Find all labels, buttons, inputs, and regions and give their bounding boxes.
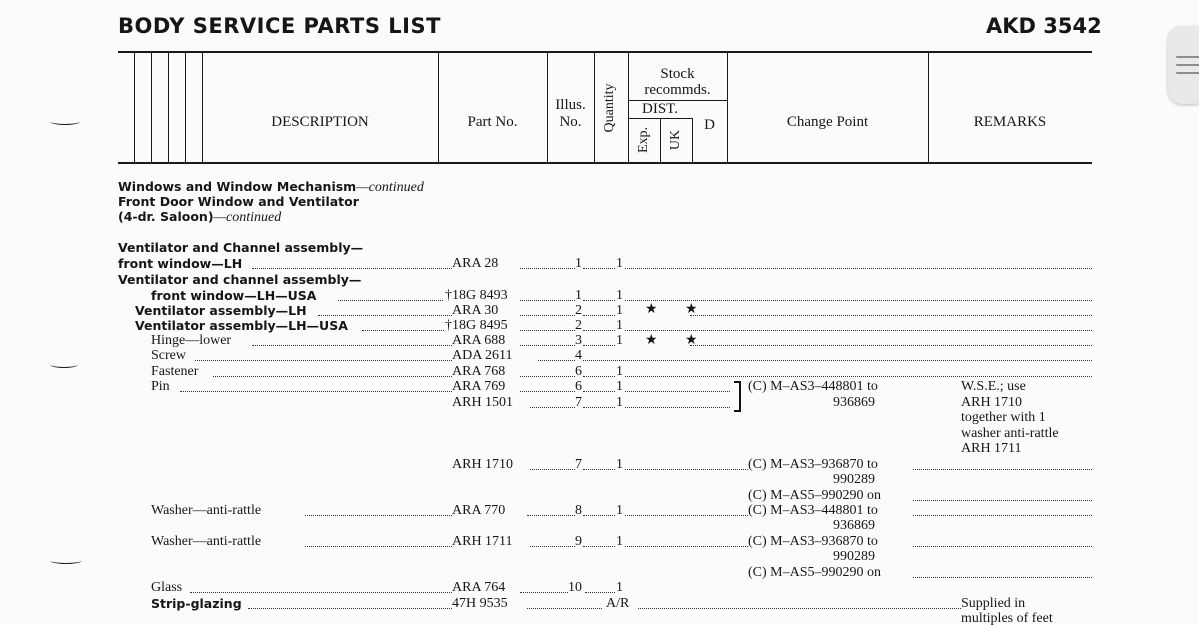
leader-dots: [520, 391, 575, 392]
leader-dots: [252, 345, 452, 346]
sub-heading-model: (4-dr. Saloon)—continued: [118, 209, 282, 225]
grip-line-icon: [1176, 72, 1199, 74]
header-bottom-rule: [118, 162, 1092, 164]
leader-dots: [583, 268, 615, 269]
part-number: ARH 1501: [452, 395, 514, 410]
grip-line-icon: [1176, 56, 1199, 58]
change-point: (C) M–AS3–448801 to: [748, 379, 878, 394]
leader-dots: [305, 546, 452, 547]
leader-dots: [530, 407, 575, 408]
column-rule: [202, 52, 203, 162]
leader-dots: [530, 469, 575, 470]
quantity: 1: [616, 395, 623, 410]
leader-dots: [583, 376, 615, 377]
part-number: ADA 2611: [452, 348, 513, 363]
change-point: (C) M–AS3–936870 to: [748, 534, 878, 549]
section-heading: Windows and Window Mechanism—continued: [118, 179, 424, 195]
remark: ARH 1710: [961, 395, 1023, 410]
leader-dots: [520, 268, 575, 269]
grip-line-icon: [1176, 64, 1199, 66]
column-rule: [134, 52, 135, 162]
column-rule: [438, 52, 439, 162]
quantity: 1: [616, 457, 623, 472]
item-description: Glass: [151, 580, 183, 595]
binder-mark: [50, 557, 82, 564]
stock-stars: ★ ★: [645, 302, 710, 317]
column-header-d: D: [704, 117, 715, 133]
part-number: ARA 688: [452, 333, 506, 348]
leader-dots: [305, 515, 452, 516]
leader-dots: [520, 345, 575, 346]
item-description: Strip-glazing: [151, 596, 242, 611]
item-description: Ventilator assembly—LH: [135, 303, 307, 318]
quantity: 1: [616, 534, 623, 549]
leader-dots: [530, 546, 575, 547]
leader-dots: [180, 391, 452, 392]
illus-number: 7: [575, 395, 582, 410]
illus-number: 1: [575, 256, 582, 271]
binder-mark: [50, 361, 78, 368]
page-title: BODY SERVICE PARTS LIST: [118, 14, 441, 38]
illus-number: 1: [575, 288, 582, 303]
leader-dots: [583, 515, 615, 516]
column-header-uk: UK: [668, 129, 683, 151]
leader-dots: [690, 345, 1092, 346]
bracket: [734, 381, 741, 412]
column-rule: [168, 52, 169, 162]
column-header-illus-no: No.: [559, 114, 582, 130]
illus-number: 6: [575, 379, 582, 394]
leader-dots: [520, 376, 575, 377]
column-header-quantity: Quantity: [602, 83, 617, 133]
item-description: front window—LH—USA: [151, 288, 317, 303]
leader-dots: [252, 268, 452, 269]
remark: multiples of feet: [961, 611, 1053, 625]
column-header-dist: DIST.: [642, 101, 678, 117]
leader-dots: [625, 391, 730, 392]
quantity: 1: [616, 256, 623, 271]
leader-dots: [583, 315, 615, 316]
part-number: †18G 8493: [445, 288, 508, 303]
quantity: 1: [616, 318, 623, 333]
leader-dots: [583, 391, 615, 392]
column-rule: [594, 52, 595, 162]
illus-number: 10: [568, 580, 582, 595]
quantity: 1: [616, 379, 623, 394]
illus-number: 2: [575, 303, 582, 318]
leader-dots: [625, 546, 748, 547]
leader-dots: [583, 360, 1092, 361]
binder-mark: [50, 118, 80, 125]
leader-dots: [625, 268, 1092, 269]
illus-number: 2: [575, 318, 582, 333]
leader-dots: [625, 376, 1092, 377]
quantity: 1: [616, 364, 623, 379]
leader-dots: [585, 592, 615, 593]
leader-dots: [583, 345, 615, 346]
leader-dots: [913, 469, 1092, 470]
leader-dots: [190, 592, 452, 593]
leader-dots: [318, 315, 452, 316]
part-number: ARA 769: [452, 379, 506, 394]
change-point: 936869: [833, 518, 875, 533]
leader-dots: [248, 608, 452, 609]
leader-dots: [625, 469, 748, 470]
leader-dots: [338, 300, 443, 301]
column-header-part-no: Part No.: [467, 114, 518, 130]
leader-dots: [913, 577, 1092, 578]
illus-number: 8: [575, 503, 582, 518]
column-header-stock: Stock: [660, 66, 695, 82]
change-point: (C) M–AS5–990290 on: [748, 488, 882, 503]
column-header-stock-recommds: recommds.: [644, 82, 711, 98]
remark: W.S.E.; use: [961, 379, 1026, 394]
scroll-handle[interactable]: [1168, 26, 1199, 104]
part-number: ARA 768: [452, 364, 506, 379]
leader-dots: [520, 315, 575, 316]
leader-dots: [625, 330, 1092, 331]
part-number: ARA 30: [452, 303, 499, 318]
illus-number: 6: [575, 364, 582, 379]
stock-stars: ★ ★: [645, 333, 710, 348]
column-header-exp: Exp.: [636, 126, 651, 154]
leader-dots: [638, 608, 961, 609]
change-point: (C) M–AS3–936870 to: [748, 457, 878, 472]
item-description: Hinge—lower: [151, 333, 232, 348]
column-rule: [660, 118, 661, 162]
change-point: 936869: [833, 395, 875, 410]
change-point: 990289: [833, 549, 875, 564]
leader-dots: [520, 300, 575, 301]
illus-number: 9: [575, 534, 582, 549]
leader-dots: [583, 300, 615, 301]
column-header-description: DESCRIPTION: [271, 114, 369, 130]
remark: washer anti-rattle: [961, 426, 1059, 441]
leader-dots: [625, 515, 748, 516]
leader-dots: [362, 330, 444, 331]
leader-dots: [583, 546, 615, 547]
part-number: ARA 764: [452, 580, 506, 595]
leader-dots: [213, 376, 452, 377]
column-header-change-point: Change Point: [786, 114, 869, 130]
column-rule: [151, 52, 152, 162]
leader-dots: [520, 592, 568, 593]
change-point: 990289: [833, 472, 875, 487]
item-description: front window—LH: [118, 256, 243, 271]
remark: ARH 1711: [961, 441, 1022, 456]
column-header-remarks: REMARKS: [973, 114, 1047, 130]
leader-dots: [520, 330, 575, 331]
leader-dots: [625, 407, 730, 408]
column-rule: [185, 52, 186, 162]
quantity: A/R: [606, 596, 630, 611]
leader-dots: [538, 360, 575, 361]
part-number: ARA 28: [452, 256, 499, 271]
leader-dots: [690, 315, 1092, 316]
item-description: Screw: [151, 348, 186, 363]
item-description: Ventilator and channel assembly—: [118, 272, 362, 287]
leader-dots: [195, 360, 452, 361]
sub-heading: Front Door Window and Ventilator: [118, 194, 359, 209]
dist-rule: [628, 118, 692, 119]
item-description: Fastener: [151, 364, 199, 379]
column-header-illus: Illus.: [555, 97, 586, 113]
part-number: †18G 8495: [445, 318, 508, 333]
quantity: 1: [616, 288, 623, 303]
leader-dots: [583, 407, 615, 408]
quantity: 1: [616, 580, 623, 595]
part-number: ARH 1711: [452, 534, 513, 549]
column-rule: [727, 52, 728, 162]
leader-dots: [527, 608, 602, 609]
leader-dots: [913, 515, 1092, 516]
quantity: 1: [616, 333, 623, 348]
leader-dots: [913, 500, 1092, 501]
item-description: Washer—anti-rattle: [151, 534, 262, 549]
part-number: ARA 770: [452, 503, 506, 518]
leader-dots: [583, 469, 615, 470]
item-description: Ventilator and Channel assembly—: [118, 240, 364, 255]
illus-number: 7: [575, 457, 582, 472]
item-description: Pin: [151, 379, 170, 394]
quantity: 1: [616, 503, 623, 518]
change-point: (C) M–AS3–448801 to: [748, 503, 878, 518]
part-number: 47H 9535: [452, 596, 508, 611]
change-point: (C) M–AS5–990290 on: [748, 565, 882, 580]
column-rule: [928, 52, 929, 162]
leader-dots: [527, 515, 575, 516]
remark: Supplied in: [961, 596, 1026, 611]
part-number: ARH 1710: [452, 457, 514, 472]
illus-number: 4: [575, 348, 582, 363]
document-code: AKD 3542: [986, 14, 1102, 38]
leader-dots: [583, 330, 615, 331]
item-description: Washer—anti-rattle: [151, 503, 262, 518]
illus-number: 3: [575, 333, 582, 348]
leader-dots: [625, 300, 1092, 301]
leader-dots: [913, 546, 1092, 547]
header-top-rule: [118, 51, 1092, 53]
remark: together with 1: [961, 410, 1046, 425]
quantity: 1: [616, 303, 623, 318]
item-description: Ventilator assembly—LH—USA: [135, 318, 348, 333]
